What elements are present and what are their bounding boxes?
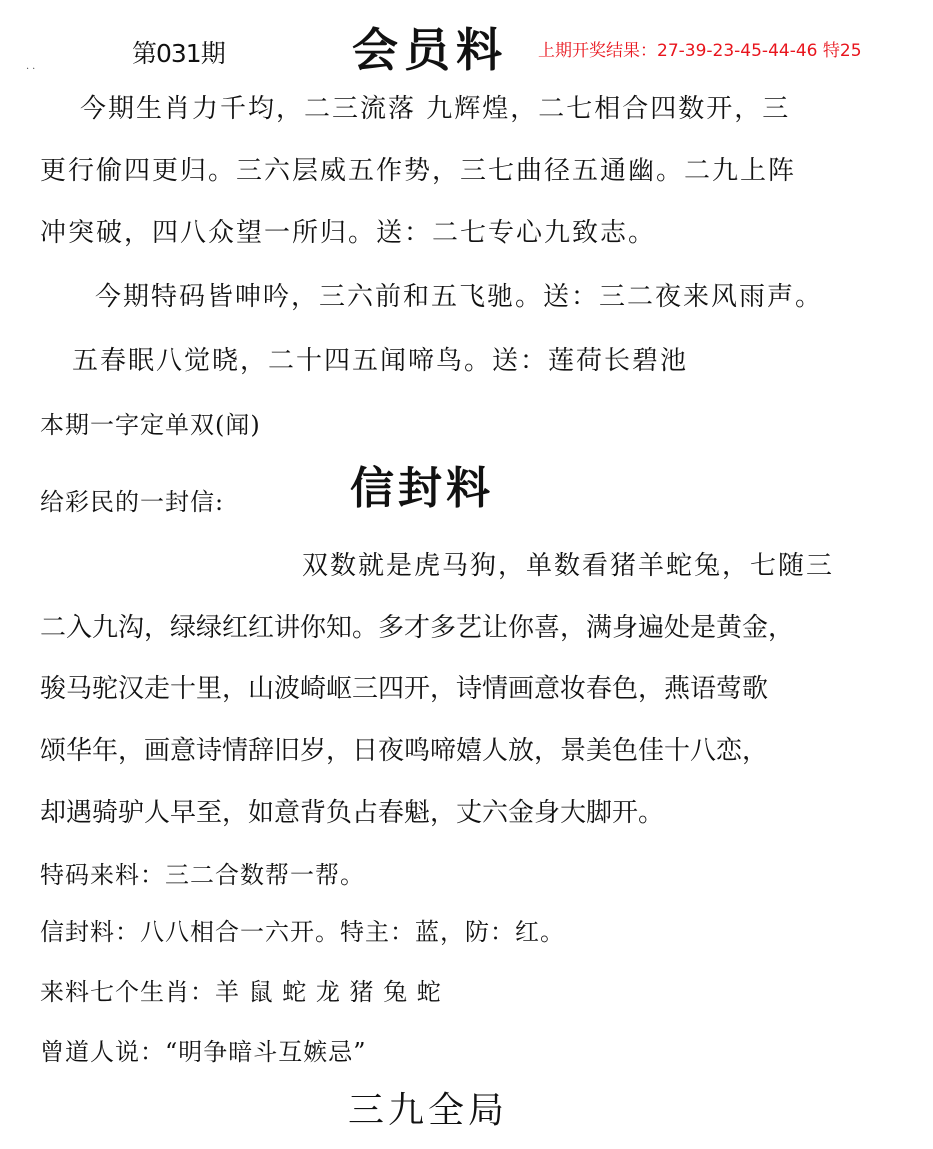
members-line-3: 冲突破，四八众望一所归。送：二七专心九致志。	[40, 218, 657, 248]
members-line-5: 五春眠八觉晓，二十四五闻啼鸟。送：莲荷长碧池	[72, 346, 689, 376]
seven-zodiacs	[40, 972, 442, 1007]
letter-label: 给彩民的一封信:	[40, 488, 225, 516]
issue-number: 第031期	[132, 39, 225, 68]
members-line-2: 更行偷四更归。三六层威五作势，三七曲径五通幽。二九上阵	[40, 156, 797, 186]
poem-line-3: 骏马驼汉走十里，山波崎岖三四开，诗情画意妆春色，燕语莺歌	[40, 674, 769, 704]
footer-title: 三九全局	[348, 1090, 509, 1131]
seven-zodiacs-list: 羊 鼠 蛇 龙 猪 兔 蛇	[215, 978, 442, 1006]
single-double-hint: 本期一字定单双(闻)	[40, 411, 261, 439]
last-result-numbers: 27-39-23-45-44-46	[657, 41, 818, 61]
special-code-material: 特码来料：三二合数帮一帮。	[40, 861, 365, 889]
last-result-label: 上期开奖结果：	[538, 41, 657, 61]
section-title-envelope: 信封料	[350, 463, 494, 514]
members-line-4: 今期特码皆呻吟，三六前和五飞驰。送：三二夜来风雨声。	[95, 282, 824, 312]
poem-line-5: 却遇骑驴人早至，如意背负占春魁，丈六金身大脚开。	[40, 798, 665, 828]
taoist-saying: 曾道人说：“明争暗斗互嫉忌”	[40, 1038, 367, 1066]
last-draw-result	[538, 36, 862, 61]
members-line-1: 今期生肖力千均，二三流落 九辉煌，二七相合四数开，三	[80, 94, 791, 124]
page-title-members: 会员料	[352, 23, 508, 77]
scan-artifact: ··	[26, 64, 39, 75]
poem-line-4: 颂华年，画意诗情辞旧岁，日夜鸣啼嬉人放，景美色佳十八恋，	[40, 736, 769, 766]
envelope-material: 信封料：八八相合一六开。特主：蓝，防：红。	[40, 918, 565, 946]
poem-line-2: 二入九沟，绿绿红红讲你知。多才多艺让你喜，满身遍处是黄金，	[40, 613, 795, 643]
poem-line-1: 双数就是虎马狗，单数看猪羊蛇兔，七随三	[302, 551, 835, 581]
last-result-special: 特25	[822, 41, 862, 61]
seven-zodiacs-label: 来料七个生肖：	[40, 978, 215, 1006]
